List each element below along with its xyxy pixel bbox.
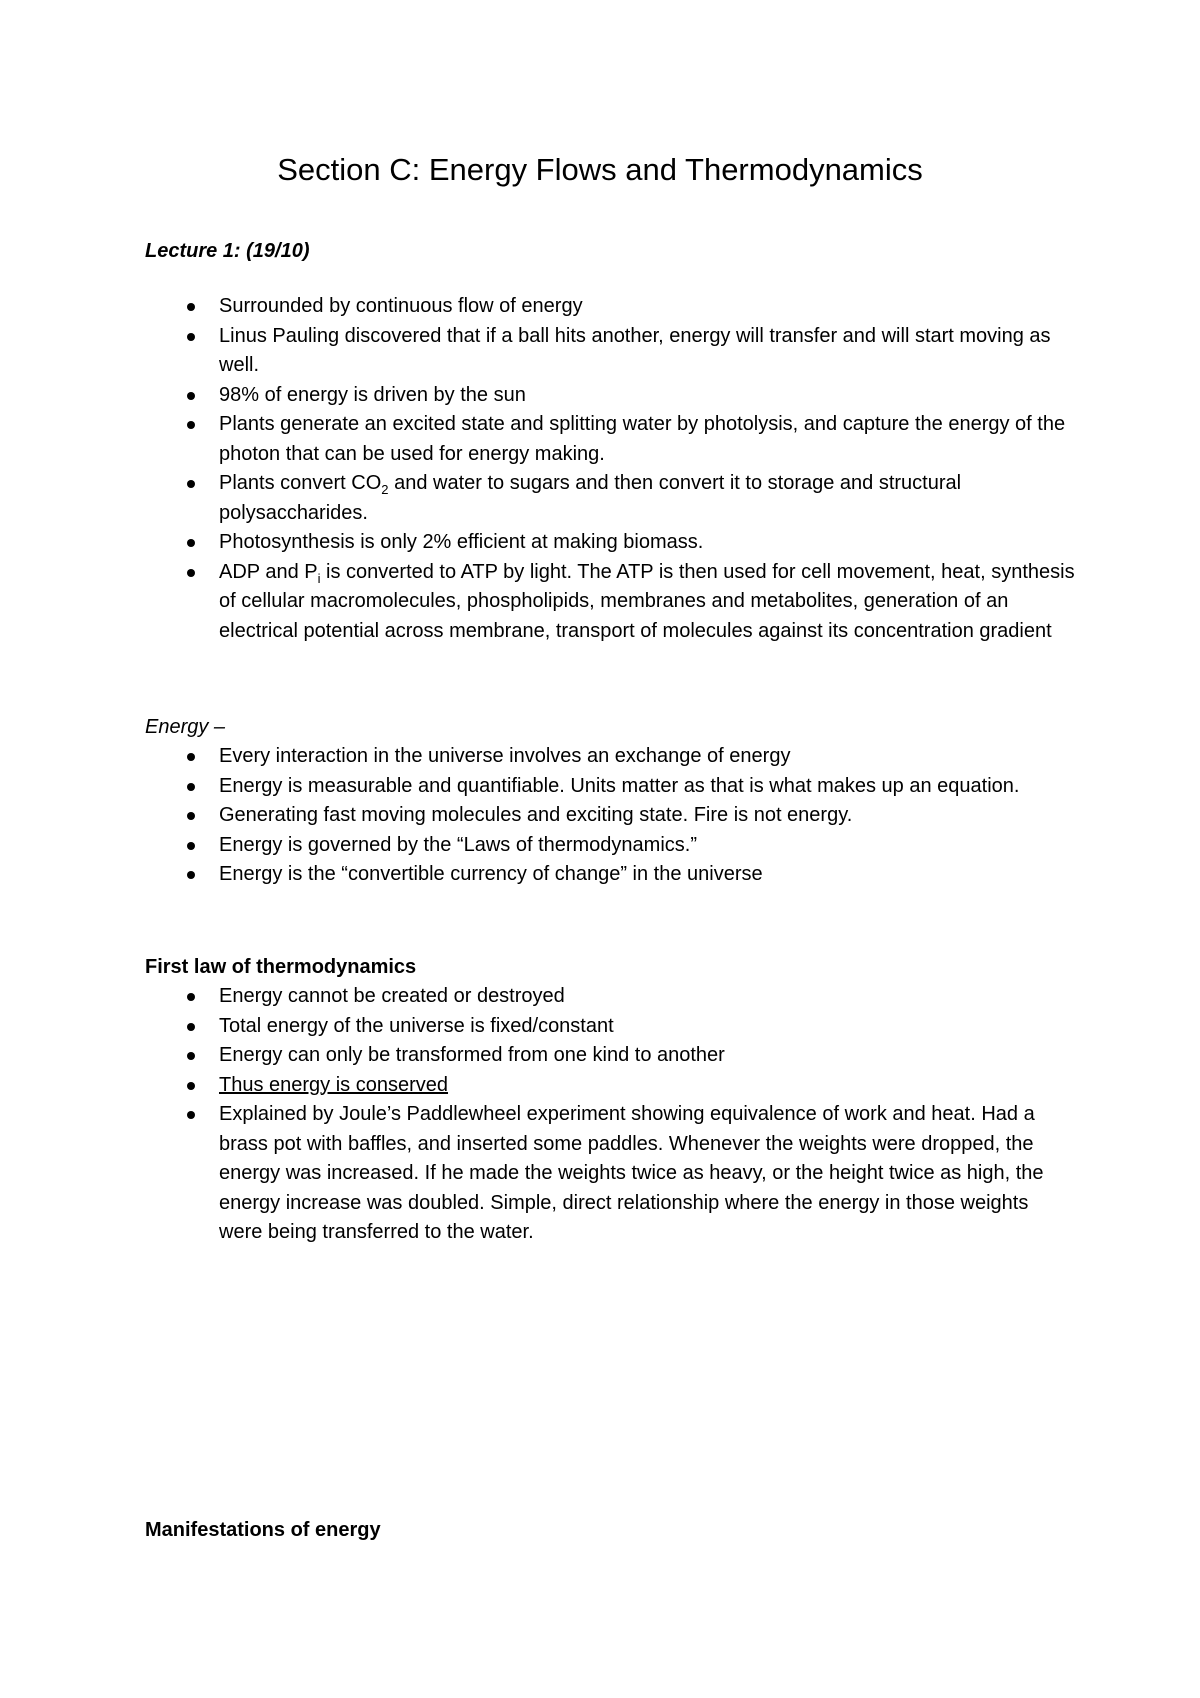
lecture-section [145, 236, 1075, 646]
co2-subscript: 2 [381, 482, 389, 497]
manifestations-section [145, 1515, 1075, 1545]
energy-section [145, 712, 1075, 890]
list-item: Generating fast moving molecules and exciting state. Fire is not energy. [145, 801, 1075, 831]
list-item: Linus Pauling discovered that if a ball hits another, energy will transfer and will start moving as well. [145, 322, 1075, 381]
lecture-heading: Lecture 1: (19/10) [145, 240, 310, 262]
atp-text-before: ADP and P [219, 560, 318, 583]
list-item: 98% of energy is driven by the sun [145, 381, 1075, 411]
first-law-section [145, 952, 1075, 1248]
list-item: Energy is measurable and quantifiable. Units matter as that is what makes up an equation. [145, 772, 1075, 802]
list-item: Plants generate an excited state and splitting water by photolysis, and capture the energy of the photon that can be used for energy making. [145, 410, 1075, 469]
list-item: Explained by Joule’s Paddlewheel experiment showing equivalence of work and heat. Had a brass pot with baffles, and inserted some paddles. Whenever the weights were dropped, the energy was increased. If he made the weights twice as heavy, or the height twice as high, the energy increase was doubled. Simple, direct relationship where the energy in those weights were being transferred to the water. [145, 1100, 1075, 1248]
conserved-text: Thus energy is conserved [219, 1073, 449, 1096]
list-item: Energy is governed by the “Laws of thermodynamics.” [145, 831, 1075, 861]
energy-list [145, 742, 1075, 890]
list-item [145, 469, 1075, 528]
atp-text-after: is converted to ATP by light. The ATP is then used for cell movement, heat, synthesis of cellular macromolecules, phospholipids, membranes and metabolites, generation of an electrical potential across membrane, transport of molecules against its concentration gradient [219, 560, 1075, 642]
list-item: Energy can only be transformed from one kind to another [145, 1041, 1075, 1071]
manifestations-heading: Manifestations of energy [145, 1519, 381, 1541]
co2-text-after: and water to sugars and then convert it to storage and structural polysaccharides. [219, 472, 962, 524]
first-law-heading: First law of thermodynamics [145, 956, 417, 978]
list-item: Surrounded by continuous flow of energy [145, 292, 1075, 322]
lecture-list [145, 292, 1075, 646]
first-law-list [145, 982, 1075, 1248]
list-item: Photosynthesis is only 2% efficient at making biomass. [145, 528, 1075, 558]
energy-heading: Energy – [145, 716, 226, 738]
list-item [145, 558, 1075, 647]
list-item: Energy is the “convertible currency of change” in the universe [145, 860, 1075, 890]
list-item: Every interaction in the universe involves an exchange of energy [145, 742, 1075, 772]
list-item: Energy cannot be created or destroyed [145, 982, 1075, 1012]
list-item [145, 1071, 1075, 1101]
co2-text-before: Plants convert CO [219, 472, 382, 494]
page-title: Section C: Energy Flows and Thermodynamics [277, 152, 923, 187]
list-item: Total energy of the universe is fixed/constant [145, 1012, 1075, 1042]
atp-subscript: i [317, 570, 321, 586]
